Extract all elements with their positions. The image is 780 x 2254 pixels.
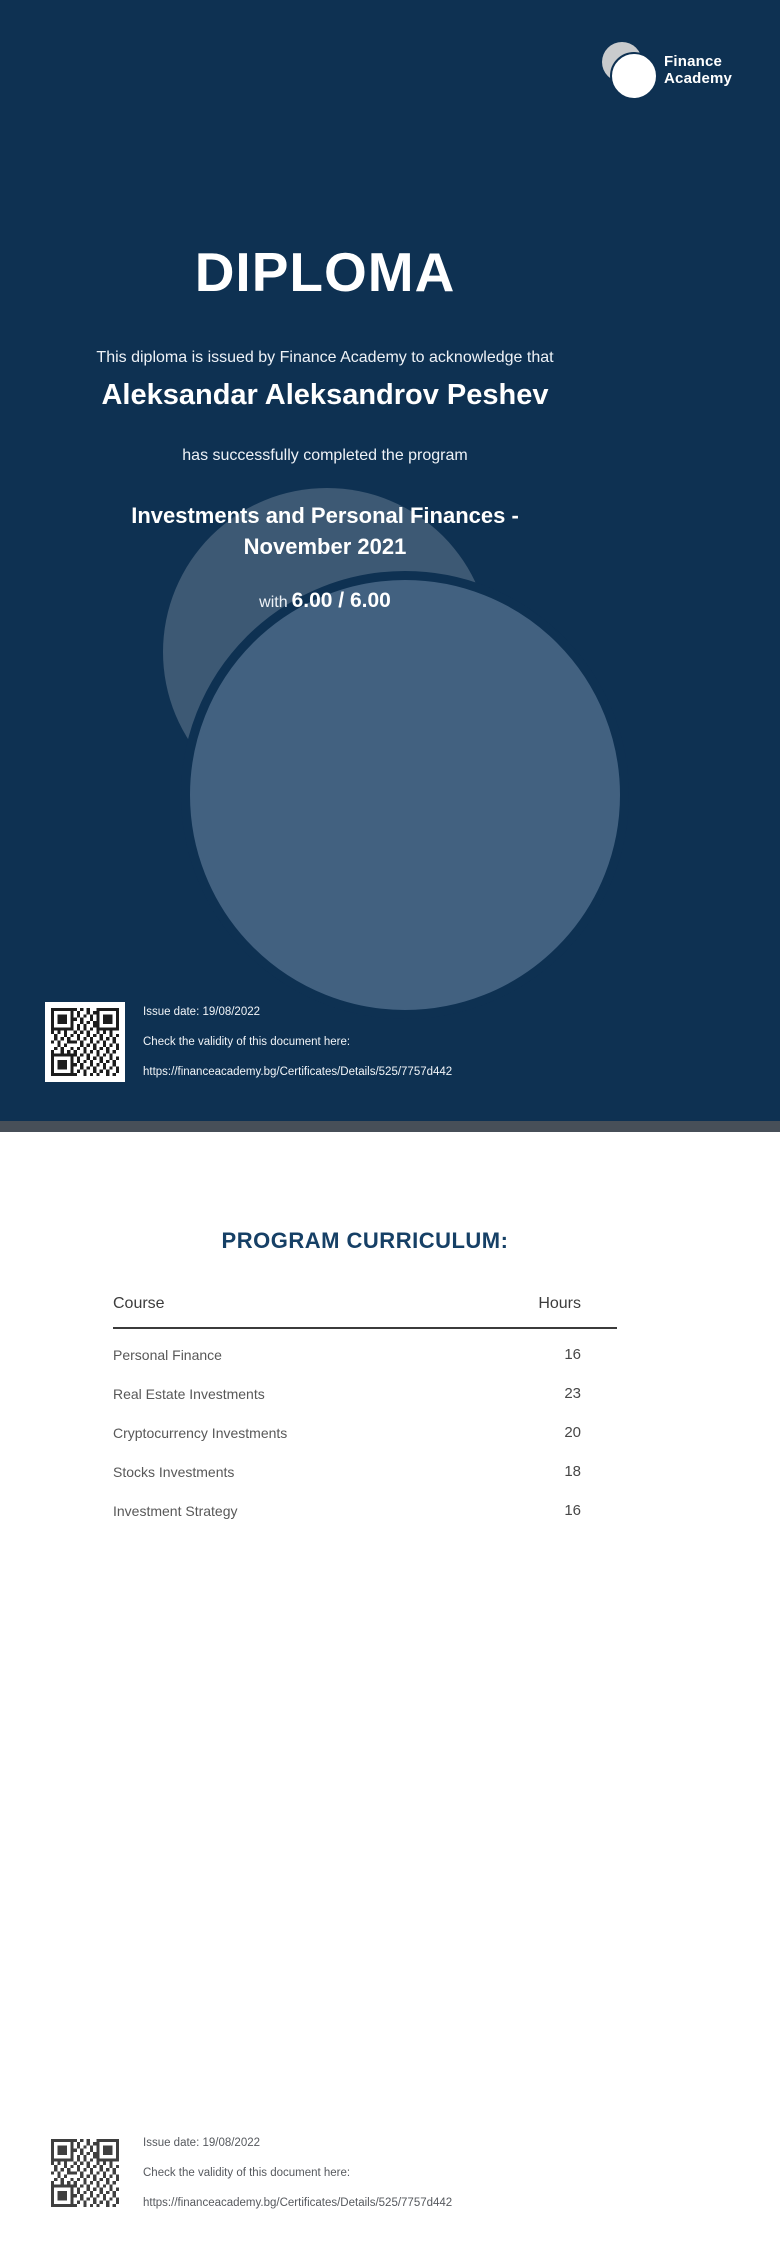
curriculum-section <box>0 1132 780 2254</box>
qr-pattern <box>51 2139 119 2207</box>
qr-code <box>45 1002 125 1082</box>
watermark-circle-front <box>181 571 629 1019</box>
course-hours: 18 <box>564 1463 581 1480</box>
course-hours: 23 <box>564 1385 581 1402</box>
table-header <box>113 1295 617 1329</box>
validity-block-footer <box>45 2133 452 2213</box>
score-line <box>0 589 650 613</box>
course-hours: 16 <box>564 1346 581 1363</box>
course-name: Personal Finance <box>113 1346 222 1363</box>
course-hours: 16 <box>564 1502 581 1519</box>
table-row <box>113 1413 617 1452</box>
curriculum-heading: PROGRAM CURRICULUM: <box>221 1228 509 1253</box>
validity-text <box>143 1002 452 1082</box>
course-name: Stocks Investments <box>113 1463 235 1480</box>
qr-pattern <box>51 1008 119 1076</box>
program-title: Investments and Personal Finances - November 2021 <box>131 503 519 559</box>
validity-block-hero <box>45 1002 452 1082</box>
course-name: Cryptocurrency Investments <box>113 1424 288 1441</box>
curriculum-table <box>113 1295 617 1530</box>
qr-code <box>45 2133 125 2213</box>
overlapping-circles-icon <box>602 40 660 100</box>
check-validity-label: Check the validity of this document here: <box>143 1036 351 1048</box>
diploma-title: DIPLOMA <box>194 241 456 303</box>
course-name: Investment Strategy <box>113 1502 238 1519</box>
issue-date: Issue date: 19/08/2022 <box>143 2137 261 2149</box>
score-prefix: with <box>259 594 288 611</box>
column-course: Course <box>113 1295 165 1312</box>
course-name: Real Estate Investments <box>113 1385 265 1402</box>
issued-by-line: This diploma is issued by Finance Academy to acknowledge that <box>96 349 554 366</box>
completed-line: has successfully completed the program <box>182 447 468 464</box>
table-body <box>113 1335 617 1530</box>
issue-date: Issue date: 19/08/2022 <box>143 1006 261 1018</box>
diploma-hero <box>0 0 780 1121</box>
table-row <box>113 1491 617 1530</box>
logo-text <box>664 53 732 87</box>
column-hours: Hours <box>538 1295 581 1312</box>
score-value: 6.00 / 6.00 <box>291 589 391 612</box>
logo-text-line2: Academy <box>664 70 733 87</box>
section-divider <box>0 1121 780 1132</box>
finance-academy-logo <box>602 40 732 100</box>
logo-circle-white <box>610 52 658 100</box>
certificate-url: https://financeacademy.bg/Certificates/Details/525/7757d442 <box>143 2197 453 2209</box>
check-validity-label: Check the validity of this document here: <box>143 2167 351 2179</box>
table-row <box>113 1374 617 1413</box>
logo-text-line1: Finance <box>664 53 723 70</box>
certificate-url: https://financeacademy.bg/Certificates/Details/525/7757d442 <box>143 1066 453 1078</box>
validity-text <box>143 2133 452 2213</box>
recipient-name: Aleksandar Aleksandrov Peshev <box>101 379 549 411</box>
table-row <box>113 1452 617 1491</box>
table-row <box>113 1335 617 1374</box>
course-hours: 20 <box>564 1424 581 1441</box>
